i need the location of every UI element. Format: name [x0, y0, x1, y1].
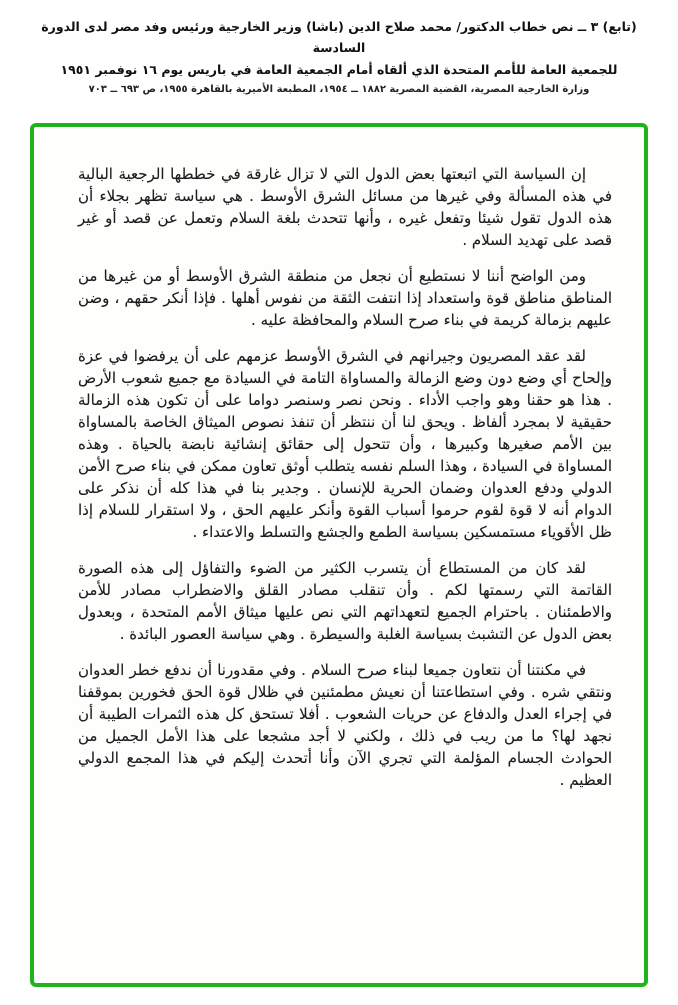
header-source-citation: وزارة الخارجية المصرية، القضية المصرية ١٨٨٢ ــ ١٩٥٤، المطبعة الأميرية بالقاهرة ١٩٥٥، ص ٦٩٣ ــ ٧٠٣ — [88, 83, 590, 95]
speech-paragraph-4: لقد كان من المستطاع أن يتسرب الكثير من الضوء والتفاؤل إلى هذه الصورة القاتمة التي رسمتها لكم . وأن تنقلب مصادر القلق والاضطراب مصادر للأمن والاطمئنان . باحترام الجميع لتعهداتهم التي نص عليها ميثاق الأمم المتحدة ، وبعدول بعض الدول عن التشبث بسياسة الغلبة والسيطرة . وهي سياسة العصور البائدة . — [78, 559, 612, 643]
scanned-page-content — [34, 127, 644, 791]
speech-paragraph-3: لقد عقد المصريون وجيرانهم في الشرق الأوسط عزمهم على أن يرفضوا في عزة وإلحاح أي وضع دون وضع الزمالة والمساواة التامة في السيادة مع جميع شعوب الأرض . هذا هو حقنا وهو واجب الأداء . ونحن نصر وسنصر دواما على أن تكون هذه الزمالة حقيقية لا بمجرد ألفاظ . ويحق لنا أن ننتظر أن تنفذ نصوص الميثاق الخاصة بالمساواة بين الأمم صغيرها وكبيرها ، وأن تتحول إلى حقائق إنشائية نابضة بالحياة . وهذه المساواة في السيادة ، وهذا السلم نفسه يتطلب أوثق تعاون ممكن في بناء صرح الأمن الدولي ودفع العدوان وضمان الحرية للإنسان . وجدير بنا في هذا كله أن نذكر على الدوام أنه لا قوة لقوم حرموا أسباب القوة وأنكر عليهم الحق ، ولا استقرار للسلام إذا ظل الأقوياء مستمسكين بسياسة الطمع والجشع والتسلط والاعتداء . — [78, 347, 612, 541]
scanned-page-frame — [30, 123, 648, 987]
speech-paragraph-1: إن السياسة التي اتبعتها بعض الدول التي لا تزال غارقة في خططها الرجعية البالية في هذه المسألة وفي غيرها من مسائل الشرق الأوسط . هي سياسة تظهر بجلاء أن هذه الدول تقول شيئا وتفعل غيره ، وأنها تتحدث بلغة السلام وتعمل عن قصد أو غير قصد على تهديد السلام . — [78, 165, 612, 249]
speech-paragraph-5: في مكنتنا أن نتعاون جميعا لبناء صرح السلام . وفي مقدورنا أن ندفع خطر العدوان ونتقي شره . وفي استطاعتنا أن نعيش مطمئنين في ظلال قوة الحق فخورين بموقفنا في إجراء العدل والدفاع عن حريات الشعوب . أفلا تستحق كل هذه الثمرات الطيبة أن نجهد لها؟ ما من ريب في ذلك ، ولكني لا أجد مشجعا على هذا الأمل الجميل من الحوادث الجسام المؤلمة التي تجري الآن وأنا أتحدث إليكم في هذا المجمع الدولي العظيم . — [78, 661, 612, 789]
document-header — [0, 0, 678, 95]
header-title-line-1: (تابع) ٣ ــ نص خطاب الدكتور/ محمد صلاح الدين (باشا) وزير الخارجية ورئيس وفد مصر لدى الدورة السادسة — [41, 19, 637, 56]
header-title-line-2: للجمعية العامة للأمم المتحدة الذي ألقاه أمام الجمعية العامة في باريس يوم ١٦ نوفمبر ١٩٥١ — [60, 61, 618, 77]
speech-paragraph-2: ومن الواضح أننا لا نستطيع أن نجعل من منطقة الشرق الأوسط أو من غيرها من المناطق مناطق قوة واستعداد إذا انتفت الثقة من نفوس أهلها . فإذا أنكر حقهم ، وضن عليهم بزمالة كريمة في بناء صرح السلام والمحافظة عليه . — [78, 267, 612, 329]
